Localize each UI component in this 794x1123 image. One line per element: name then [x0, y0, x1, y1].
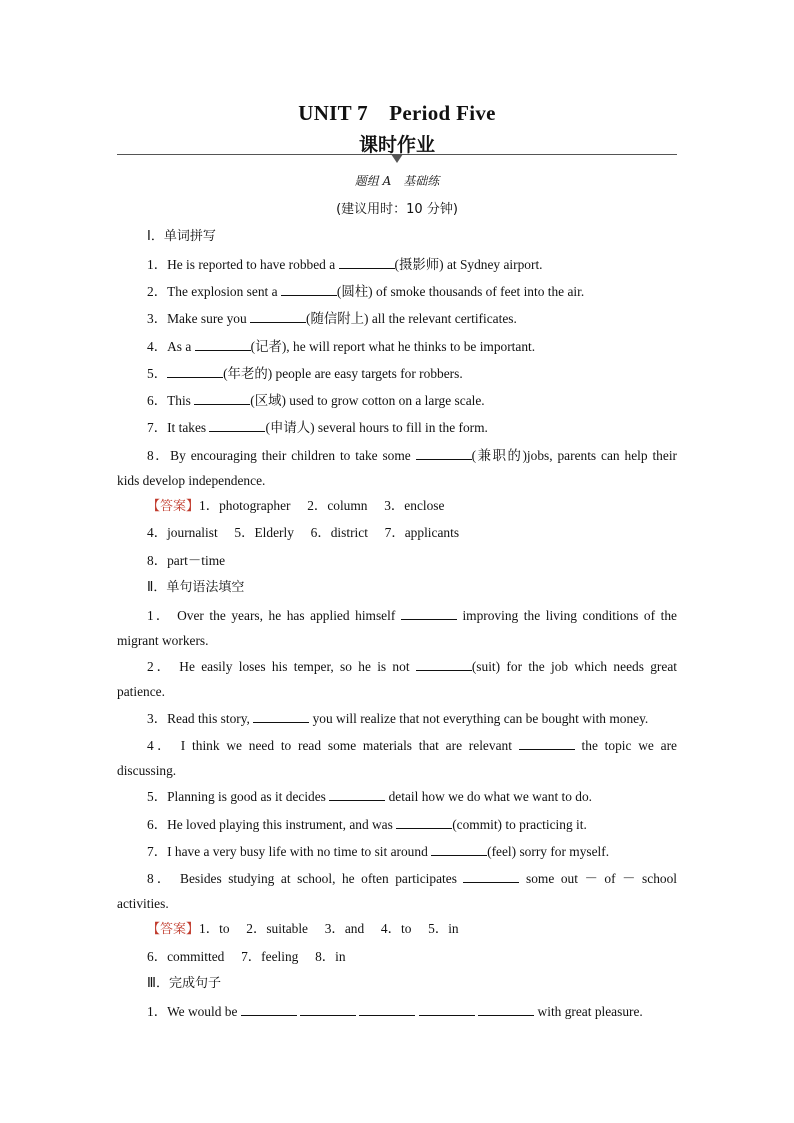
answer-tag: 【答案】: [147, 499, 200, 514]
s1-question-4: 4．As a (记者), he will report what he thinks to be important.: [147, 339, 536, 354]
s1-answer-line-1: 【答案】1．photographer 2．column 3．enclose: [147, 498, 445, 514]
s1-question-2: 2．The explosion sent a (圆柱) of smoke thousands of feet into the air.: [147, 284, 585, 299]
s2-answer-line-1: 【答案】1．to 2．suitable 3．and 4．to 5．in: [147, 921, 459, 937]
s1-question-5: 5． (年老的) people are easy targets for robbers.: [147, 366, 463, 381]
section-1-heading: Ⅰ．单词拼写: [147, 229, 216, 244]
s1-question-6: 6．This (区域) used to grow cotton on a large scale.: [147, 393, 485, 408]
s2-question-4: 4． I think we need to read some materials that are relevant the topic we are: [147, 738, 678, 753]
s2-answer-line-2: 6．committed 7．feeling 8．in: [147, 949, 346, 964]
s1-question-8-cont: kids develop independence.: [117, 473, 266, 488]
s1-question-3: 3．Make sure you (随信附上) all the relevant certificates.: [147, 311, 517, 326]
section-3-heading: Ⅲ．完成句子: [147, 976, 221, 991]
page-subtitle: 课时作业: [358, 134, 435, 156]
s2-question-1: 1． Over the years, he has applied himself improving the living conditions of the: [147, 608, 677, 623]
section-2-heading: Ⅱ．单句语法填空: [147, 580, 245, 595]
s2-question-8-cont: activities.: [117, 896, 169, 911]
s2-question-7: 7．I have a very busy life with no time to sit around (feel) sorry for myself.: [147, 844, 610, 859]
s2-question-1-cont: migrant workers.: [117, 633, 209, 648]
s1-answer-line-2: 4．journalist 5．Elderly 6．district 7．applicants: [147, 525, 460, 540]
s1-answer-line-3: 8．part－time: [147, 553, 226, 568]
s2-question-2: 2． He easily loses his temper, so he is not (suit) for the job which needs great: [147, 659, 677, 674]
s2-question-6: 6．He loved playing this instrument, and was (commit) to practicing it.: [147, 817, 587, 832]
s3-question-1: 1．We would be with great pleasure.: [147, 1004, 643, 1019]
time-hint: (建议用时：10 分钟): [336, 202, 458, 217]
s1-question-7: 7．It takes (申请人) several hours to fill in the form.: [147, 420, 488, 435]
s1-question-1: 1．He is reported to have robbed a (摄影师) at Sydney airport.: [147, 257, 543, 272]
page-title: UNIT 7 Period Five: [298, 101, 496, 125]
s2-question-3: 3．Read this story, you will realize that not everything can be bought with money.: [147, 711, 649, 726]
s2-question-5: 5．Planning is good as it decides detail how we do what we want to do.: [147, 789, 593, 804]
answer-tag: 【答案】: [147, 922, 200, 937]
s2-question-2-cont: patience.: [117, 684, 165, 699]
s2-question-4-cont: discussing.: [117, 763, 177, 778]
group-label: 题组 A 基础练: [354, 174, 440, 188]
divider-triangle-icon: [391, 154, 403, 163]
s2-question-8: 8． Besides studying at school, he often participates some out － of － school: [147, 871, 678, 886]
s1-question-8: 8．By encouraging their children to take some (兼职的)jobs, parents can help their: [147, 448, 677, 463]
